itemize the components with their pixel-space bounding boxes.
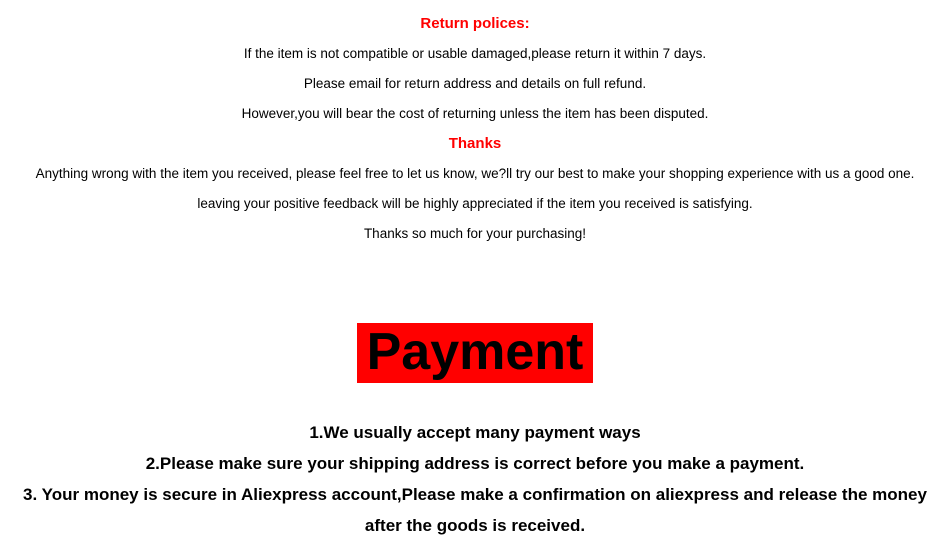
payment-item-1: 1.We usually accept many payment ways <box>309 423 641 443</box>
payment-instructions <box>0 417 950 541</box>
return-policy-line-3: However,you will bear the cost of returning unless the item has been disputed. <box>241 106 709 121</box>
payment-title-banner <box>0 323 950 383</box>
thanks-line-2: leaving your positive feedback will be highly appreciated if the item you received is satisfying. <box>197 196 753 211</box>
thanks-section <box>0 129 950 249</box>
payment-title: Payment <box>357 323 594 383</box>
return-policy-line-1: If the item is not compatible or usable damaged,please return it within 7 days. <box>243 46 707 61</box>
return-policy-heading: Return polices: <box>420 15 530 32</box>
thanks-line-3: Thanks so much for your purchasing! <box>363 226 587 241</box>
return-policy-line-2: Please email for return address and details on full refund. <box>303 76 647 91</box>
thanks-heading: Thanks <box>448 135 502 152</box>
payment-item-2: 2.Please make sure your shipping address is correct before you make a payment. <box>145 454 805 474</box>
thanks-line-1: Anything wrong with the item you received, please feel free to let us know, we?ll try our best to make your shopping experience with us a good one. <box>35 166 915 181</box>
payment-item-3: 3. Your money is secure in Aliexpress account,Please make a confirmation on aliexpress and release the money after the goods is received. <box>23 485 927 536</box>
return-policy-section <box>0 0 950 129</box>
